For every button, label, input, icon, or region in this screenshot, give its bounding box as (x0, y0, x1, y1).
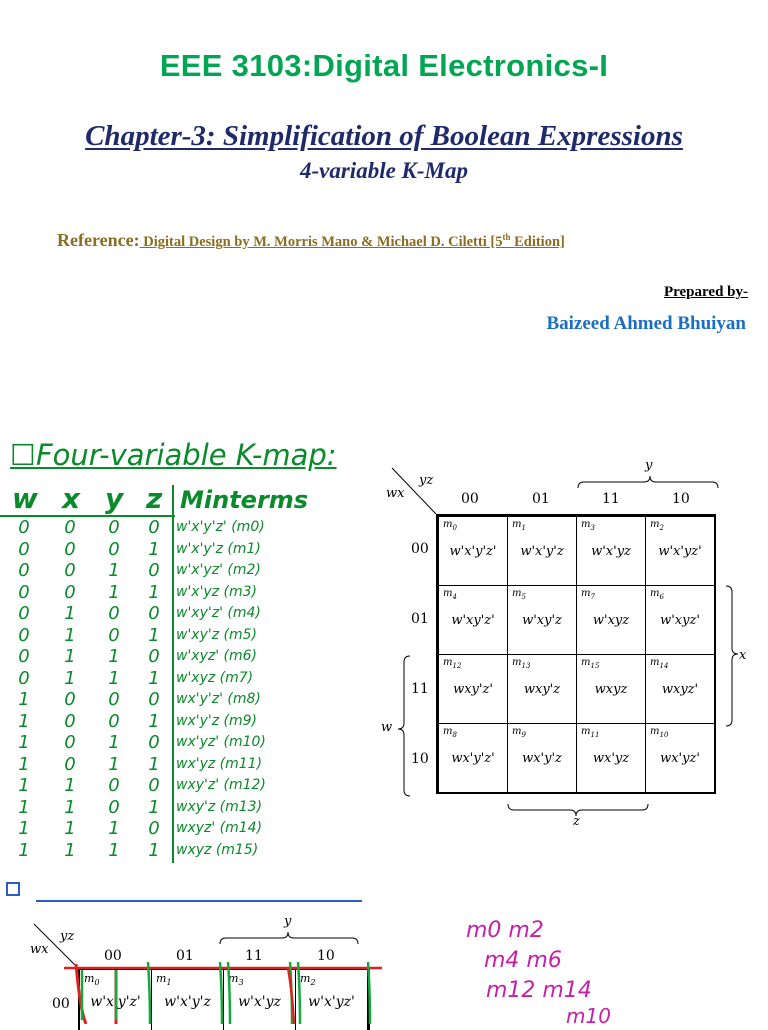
kmap2-col-label-10: 10 (317, 948, 335, 964)
minterm-letter: m (512, 588, 522, 599)
minterm-subscript: 7 (590, 593, 595, 601)
bit-value: 0 (148, 689, 160, 710)
bit-value: 0 (64, 689, 76, 710)
bit-value: 0 (18, 667, 30, 689)
table-row (4, 560, 344, 582)
reference-tail: Edition] (510, 234, 565, 250)
bit-value: 1 (148, 667, 160, 689)
bit-value: 0 (148, 818, 160, 839)
cell-minterm-index (512, 519, 526, 532)
cell-minterm-index (650, 657, 668, 670)
kmap-cell (438, 585, 508, 655)
bit-value: 1 (108, 753, 120, 775)
table-row (4, 711, 344, 733)
bit-value: 0 (108, 603, 120, 624)
kmap2-y-label: y (284, 914, 292, 929)
table-row (4, 689, 344, 711)
minterm-expression: w'xy'z (m5) (176, 626, 257, 643)
cell-expression: wxy'z' (453, 682, 493, 697)
minterm-expression: wxyz (m15) (176, 841, 259, 858)
chapter-title-text: Chapter-3: Simplification of Boolean Expressions (85, 120, 683, 152)
table-row (4, 539, 344, 561)
kmap2-col-label-01: 01 (176, 948, 194, 964)
bit-value: 0 (148, 732, 160, 753)
minterm-subscript: 1 (521, 524, 526, 532)
minterm-subscript: 6 (659, 593, 664, 601)
bit-value: 1 (148, 839, 160, 861)
minterm-expression: wx'yz' (m10) (176, 734, 266, 750)
cell-minterm-index (650, 726, 668, 739)
cell-minterm-index (443, 519, 457, 532)
kmap-row-label-00: 00 (411, 541, 429, 557)
minterm-expression: w'x'yz' (m2) (176, 562, 261, 578)
bit-value: 1 (64, 624, 76, 646)
minterm-expression: wx'yz (m11) (176, 755, 263, 772)
cell-expression: wxyz' (661, 682, 699, 697)
minterm-subscript: 14 (659, 662, 669, 670)
cell-expression: w'x'y'z' (90, 994, 141, 1010)
kmap-cell (576, 654, 646, 724)
minterm-letter: m (650, 519, 660, 530)
table-row (4, 625, 344, 647)
minterm-subscript: 9 (521, 731, 526, 739)
bit-value: 0 (108, 796, 120, 818)
table-row (4, 582, 344, 604)
kmap-cell (576, 516, 646, 586)
minterm-expression: w'xyz (m7) (176, 669, 254, 686)
bit-value: 0 (148, 517, 160, 538)
kmap2-col-label-11: 11 (245, 948, 263, 964)
bit-value: 1 (108, 732, 120, 753)
table-row (4, 840, 344, 862)
kmap-y-label: y (645, 458, 653, 473)
kmap-cell (576, 585, 646, 655)
header-z: z (146, 482, 163, 515)
minterm-letter: m (512, 726, 522, 737)
checkbox-bullet (6, 882, 20, 896)
bit-value: 0 (64, 581, 76, 603)
minterm-letter: m (443, 726, 453, 737)
bit-value: 1 (64, 603, 76, 624)
bit-value: 0 (108, 538, 120, 560)
bit-value: 0 (108, 624, 120, 646)
bit-value: 1 (108, 560, 120, 581)
table-row (4, 517, 344, 539)
note-line-3: m12 m14 (486, 978, 592, 1003)
minterm-expression: wx'y'z (m9) (176, 712, 257, 729)
bit-value: 0 (64, 538, 76, 560)
cell-expression: w'x'yz (238, 994, 281, 1010)
blank-underline (36, 900, 362, 902)
minterm-subscript: 13 (521, 662, 531, 670)
kmap-cell (645, 723, 715, 793)
table-row (4, 818, 344, 840)
kmap-cell (507, 723, 577, 793)
grouping-marks (64, 940, 384, 1024)
cell-expression: w'xy'z (522, 613, 562, 628)
minterm-subscript: 8 (452, 731, 457, 739)
bit-value: 0 (18, 603, 30, 624)
bit-value: 0 (64, 732, 76, 753)
bit-value: 1 (148, 538, 160, 560)
cell-minterm-index (650, 588, 664, 601)
kmap-cell (645, 585, 715, 655)
bit-value: 1 (148, 581, 160, 603)
reference-sup: th (502, 232, 511, 243)
bit-value: 0 (108, 775, 120, 796)
bit-value: 0 (18, 560, 30, 581)
kmap-cell (507, 585, 577, 655)
reference-link[interactable] (140, 234, 565, 250)
minterm-letter: m (156, 972, 167, 985)
bit-value: 1 (108, 667, 120, 689)
table-row (4, 603, 344, 625)
minterm-subscript: 0 (452, 524, 457, 532)
kmap-cell (507, 516, 577, 586)
handwritten-title: ☐Four-variable K-map: (10, 438, 337, 472)
bit-value: 1 (148, 710, 160, 732)
bit-value: 1 (64, 646, 76, 667)
minterm-expression: w'xy'z' (m4) (176, 605, 261, 621)
bit-value: 1 (64, 796, 76, 818)
cell-minterm-index (443, 726, 457, 739)
bit-value: 1 (18, 753, 30, 775)
minterm-letter: m (443, 519, 453, 530)
minterm-subscript: 3 (238, 978, 244, 988)
cell-minterm-index (443, 588, 457, 601)
minterm-expression: wxyz' (m14) (176, 820, 263, 836)
bit-value: 0 (64, 517, 76, 538)
minterm-letter: m (228, 972, 239, 985)
cell-minterm-index (581, 657, 599, 670)
minterm-letter: m (581, 657, 591, 668)
cell-minterm-index (512, 588, 526, 601)
subtitle: 4-variable K-Map (299, 158, 468, 183)
minterm-subscript: 5 (521, 593, 526, 601)
bit-value: 1 (18, 689, 30, 710)
kmap-cell (438, 654, 508, 724)
minterm-subscript: 4 (452, 593, 457, 601)
cell-expression: w'x'y'z (164, 994, 211, 1010)
kmap-col-label-00: 00 (461, 491, 479, 507)
reference (57, 230, 565, 251)
minterm-subscript: 3 (590, 524, 595, 532)
minterm-letter: m (443, 657, 453, 668)
bit-value: 1 (18, 732, 30, 753)
bit-value: 1 (108, 839, 120, 861)
minterm-letter: m (512, 657, 522, 668)
cell-expression: wx'yz' (660, 751, 700, 766)
table-row (4, 732, 344, 754)
minterm-expression: wxy'z (m13) (176, 798, 263, 815)
bit-value: 0 (148, 775, 160, 796)
bit-value: 0 (148, 603, 160, 624)
bit-value: 1 (18, 710, 30, 732)
kmap-col-var: yz (419, 473, 434, 488)
header-x: x (62, 482, 81, 515)
cell-expression: w'x'y'z (520, 544, 564, 559)
minterm-expression: w'xyz' (m6) (176, 648, 257, 664)
kmap-cell (576, 723, 646, 793)
kmap-col-label-11: 11 (602, 491, 620, 507)
header-w: w (12, 482, 38, 515)
bit-value: 0 (148, 560, 160, 581)
cell-expression: w'x'yz' (658, 544, 702, 559)
bit-value: 1 (108, 818, 120, 839)
kmap-col-label-10: 10 (672, 491, 690, 507)
bit-value: 0 (108, 517, 120, 538)
cell-minterm-index (650, 519, 664, 532)
bit-value: 1 (18, 839, 30, 861)
kmap-cell (645, 516, 715, 586)
kmap-row-label-10: 10 (411, 751, 429, 767)
bit-value: 0 (108, 710, 120, 732)
table-row (4, 668, 344, 690)
bit-value: 0 (64, 710, 76, 732)
minterm-subscript: 0 (94, 978, 100, 988)
kmap-x-label: x (739, 648, 747, 663)
minterm-letter: m (581, 588, 591, 599)
note-line-4: m10 (566, 1004, 611, 1028)
cell-minterm-index (581, 519, 595, 532)
reference-text: Digital Design by M. Morris Mano & Michael D. Ciletti [5 (139, 234, 503, 250)
bit-value: 0 (64, 753, 76, 775)
cell-minterm-index (443, 657, 461, 670)
kmap2-row-label-00: 00 (52, 996, 70, 1012)
bit-value: 1 (108, 581, 120, 603)
kmap2-col-label-00: 00 (104, 948, 122, 964)
minterm-letter: m (512, 519, 522, 530)
cell-minterm-index (512, 726, 526, 739)
minterm-subscript: 12 (452, 662, 462, 670)
course-title: EEE 3103:Digital Electronics-I (159, 48, 609, 83)
kmap-row-label-01: 01 (411, 611, 429, 627)
bit-value: 1 (64, 839, 76, 861)
cell-minterm-index (581, 726, 599, 739)
minterm-subscript: 2 (310, 978, 316, 988)
bit-value: 1 (18, 796, 30, 818)
bit-value: 1 (64, 775, 76, 796)
kmap-z-label: z (573, 814, 580, 829)
minterm-subscript: 15 (590, 662, 600, 670)
minterm-letter: m (650, 588, 660, 599)
minterm-subscript: 11 (590, 731, 600, 739)
minterm-letter: m (84, 972, 95, 985)
cell-minterm-index (581, 588, 595, 601)
minterm-letter: m (650, 726, 660, 737)
kmap-col-label-01: 01 (532, 491, 550, 507)
minterm-letter: m (443, 588, 453, 599)
cell-expression: wx'yz (592, 751, 630, 766)
bit-value: 1 (148, 753, 160, 775)
minterm-expression: wxy'z' (m12) (176, 777, 266, 793)
minterm-letter: m (300, 972, 311, 985)
chapter-title (0, 120, 768, 153)
minterm-expression: w'x'yz (m3) (176, 583, 257, 600)
cell-expression: wx'y'z (522, 751, 562, 766)
table-row (4, 754, 344, 776)
bit-value: 0 (18, 646, 30, 667)
author-name: Baizeed Ahmed Bhuiyan (546, 313, 746, 334)
kmap-cell (438, 723, 508, 793)
table-row (4, 775, 344, 797)
bit-value: 1 (64, 818, 76, 839)
kmap-row-var: wx (386, 486, 405, 501)
bit-value: 0 (148, 646, 160, 667)
cell-expression: w'x'yz' (308, 994, 355, 1010)
kmap-cell (645, 654, 715, 724)
cell-expression: w'x'yz (591, 544, 631, 559)
note-line-1: m0 m2 (466, 918, 544, 943)
bit-value: 1 (148, 624, 160, 646)
cell-expression: w'xyz' (660, 613, 700, 628)
minterm-expression: wx'y'z' (m8) (176, 691, 261, 707)
minterm-subscript: 2 (659, 524, 664, 532)
kmap-cell (438, 516, 508, 586)
cell-expression: wxy'z (523, 682, 561, 697)
minterm-letter: m (650, 657, 660, 668)
cell-expression: w'xy'z' (451, 613, 495, 628)
cell-expression: w'x'y'z' (449, 544, 497, 559)
bit-value: 1 (18, 775, 30, 796)
reference-label: Reference: (57, 230, 140, 250)
kmap2-row-var: wx (30, 942, 49, 957)
table-row (4, 646, 344, 668)
minterm-letter: m (581, 519, 591, 530)
bit-value: 1 (18, 818, 30, 839)
minterm-subscript: 1 (166, 978, 172, 988)
header-y: y (105, 482, 124, 515)
bit-value: 1 (148, 796, 160, 818)
kmap-row-label-11: 11 (411, 681, 429, 697)
cell-expression: w'xyz (592, 613, 630, 628)
table-row (4, 797, 344, 819)
bit-value: 0 (18, 517, 30, 538)
bit-value: 0 (64, 560, 76, 581)
minterm-expression: w'x'y'z' (m0) (176, 519, 265, 535)
cell-expression: wx'y'z' (451, 751, 495, 766)
kmap-grid (436, 514, 716, 794)
cell-minterm-index (512, 657, 530, 670)
kmap-w-label: w (381, 720, 393, 735)
bit-value: 0 (18, 581, 30, 603)
bit-value: 1 (64, 667, 76, 689)
kmap-cell (507, 654, 577, 724)
prepared-by-label: Prepared by- (663, 284, 748, 300)
kmap2-col-var: yz (60, 929, 75, 944)
minterm-subscript: 10 (659, 731, 669, 739)
cell-expression: wxyz (594, 682, 628, 697)
note-line-2: m4 m6 (484, 948, 562, 973)
bit-value: 1 (108, 646, 120, 667)
bit-value: 0 (18, 538, 30, 560)
bit-value: 0 (18, 624, 30, 646)
header-minterms: Minterms (180, 486, 309, 514)
minterm-letter: m (581, 726, 591, 737)
bit-value: 0 (108, 689, 120, 710)
minterm-expression: w'x'y'z (m1) (176, 540, 261, 557)
